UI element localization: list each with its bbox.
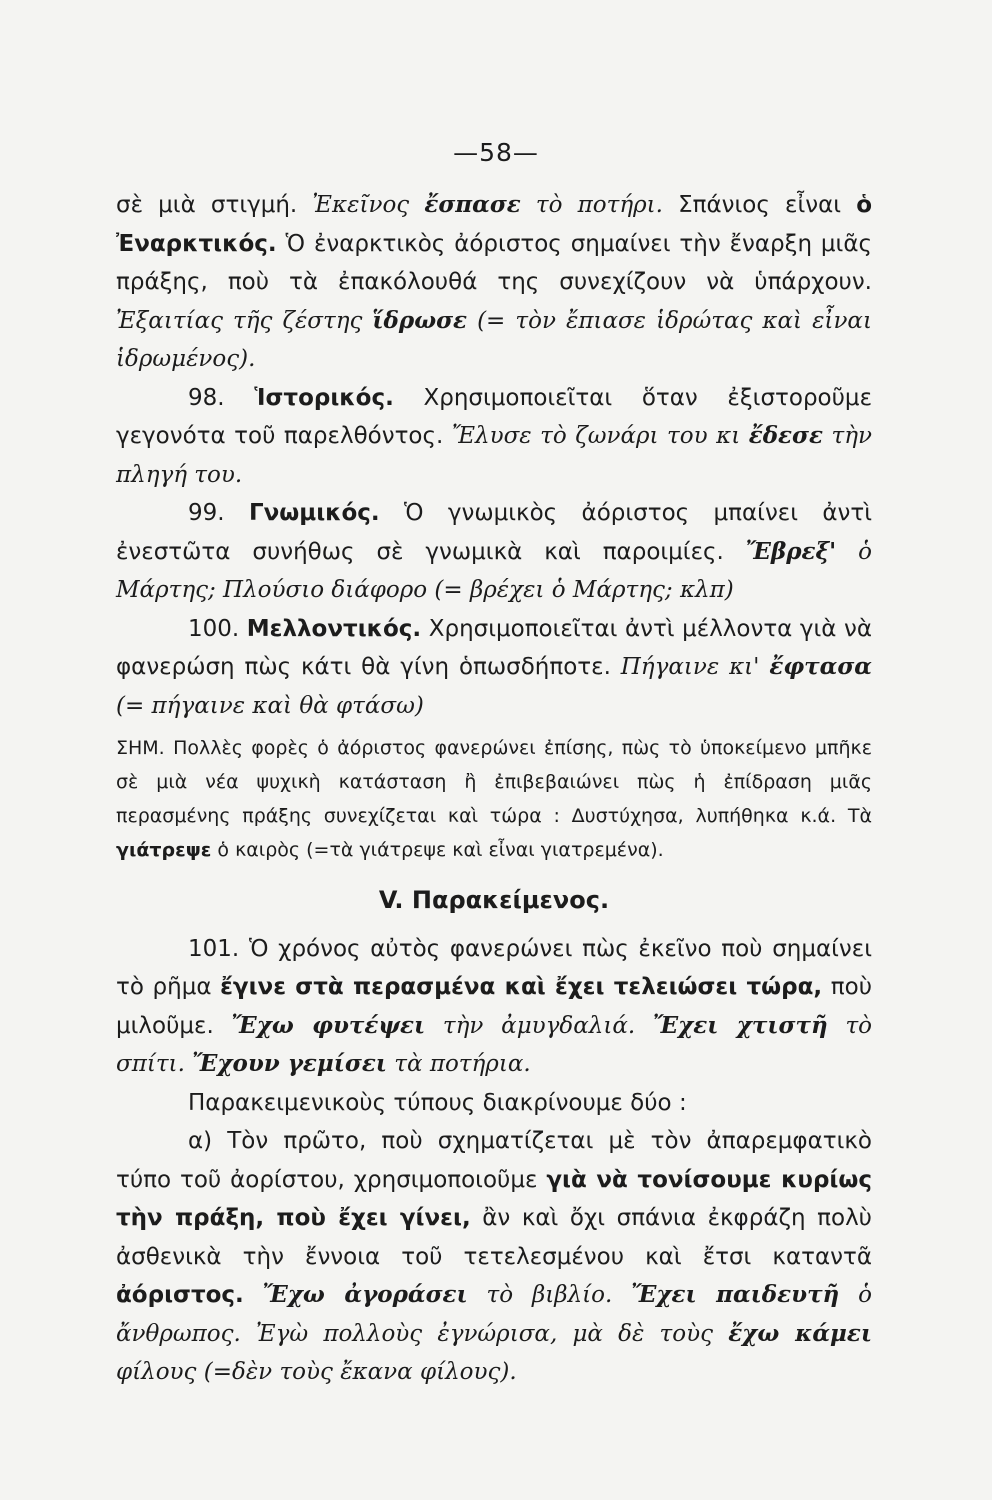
text-run [244, 1282, 263, 1308]
example-text: Ἐξαιτίας τῆς ζέστης [116, 307, 373, 334]
text-run: σὲ μιὰ στιγμή. [116, 192, 313, 218]
example-verb: ἔφτασα [769, 653, 872, 680]
paragraph-98 [116, 379, 872, 495]
term-bold: ὁ Ἐναρκτικός. [116, 192, 872, 257]
paragraph-two-types: Παρακειμενικοὺς τύπους διακρίνουμε δύο : [188, 1089, 687, 1116]
paragraph-number: 101. [188, 935, 249, 962]
example-text: Ἐκεῖνος [312, 192, 425, 218]
page-number: —58— [453, 138, 539, 167]
term-bold: γιὰ νὰ τονίσουμε κυρίως τὴν πράξη, ποὺ ἔχει γίνει, [116, 1166, 873, 1231]
text-run: ποὺ μιλοῦμε. [116, 974, 872, 1039]
text-run: Ὁ γνωμικὸς ἀόριστος μπαίνει ἀντὶ ἐνεστῶτα συνήθως σὲ γνωμικὰ καὶ παροιμίες. [116, 500, 873, 565]
paragraph-number: 98. [188, 384, 255, 411]
example-text: τὰ ποτήρια. [386, 1051, 531, 1077]
example-verb: ἔδεσε [748, 422, 823, 449]
example-text: (= πήγαινε καὶ θὰ φτάσω) [116, 692, 424, 719]
example-text: τὸ βιβλίο. [467, 1282, 632, 1308]
section-heading: V. Παρακείμενος. [378, 886, 610, 914]
note-paragraph [116, 731, 872, 867]
example-verb: ἔσπασε [424, 191, 521, 218]
paragraph-100 [116, 610, 872, 726]
term-bold: ἔγινε στὰ περασμένα καὶ ἔχει τελειώσει τώρα, [220, 974, 823, 1000]
example-text: (= τὸν ἔπιασε ἱδρώτας καὶ εἶναι ἱδρωμένος). [116, 307, 872, 372]
term-bold: γιάτρεψε [116, 839, 212, 861]
term-bold: Γνωμικός. [248, 500, 380, 526]
example-text: Ἔλυσε τὸ ζωνάρι του κι [451, 423, 749, 449]
term-bold: Ἱστορικός. [254, 384, 394, 411]
example-verb: Ἔχει παιδευτῆ [631, 1281, 840, 1308]
paragraph-97-continued [116, 186, 872, 379]
example-text: τὸ σπίτι. [116, 1012, 873, 1077]
example-text: φίλους (=δὲν τοὺς ἔκανα φίλους). [116, 1359, 517, 1385]
text-run: α) Τὸν πρῶτο, ποὺ σχηματίζεται μὲ τὸν ἀπαρεμφατικὸ τύπο τοῦ ἀορίστου, χρησιμοποιοῦμε [116, 1128, 872, 1193]
term-bold: Μελλοντικός. [246, 615, 422, 642]
text-run: Χρησιμοποιεῖται ὅταν ἐξιστοροῦμε γεγονότα τοῦ παρελθόντος. [116, 384, 872, 449]
text-run: Σπάνιος εἶναι [662, 192, 857, 218]
example-text: τὸ ποτήρι. [520, 192, 663, 218]
paragraph-99 [116, 494, 872, 610]
example-text: τὴν πληγή του. [116, 423, 872, 488]
example-verb: Ἔβρεξ' [745, 537, 837, 565]
paragraph-number: 100. [188, 615, 247, 642]
example-verb: Ἔχω ἀγοράσει [262, 1281, 468, 1308]
text-run: Χρησιμοποιεῖται ἀντὶ μέλλοντα γιὰ νὰ φανερώση πὼς κάτι θὰ γίνη ὁπωσδήποτε. [116, 615, 872, 680]
text-run: Ὁ χρόνος αὐτὸς φανερώνει πὼς ἐκεῖνο ποὺ σημαίνει τὸ ρῆμα [116, 935, 872, 1000]
paragraph-number: 99. [188, 500, 249, 526]
example-verb: ἔχω κάμει [728, 1319, 872, 1347]
paragraph-101 [116, 930, 872, 1084]
example-verb: Ἔχω φυτέψει [231, 1011, 426, 1039]
text-run: Ὁ ἐναρκτικὸς ἀόριστος σημαίνει τὴν ἔναρξη μιᾶς πράξης, ποὺ τὰ ἐπακόλουθά της συνεχίζουν νὰ ὑπάρχουν. [116, 230, 872, 295]
example-verb: ἵδρωσε [372, 306, 468, 334]
example-text: ὁ Μάρτης; Πλούσιο διάφορο (= βρέχει ὁ Μάρτης; κλπ) [116, 538, 872, 603]
body-text [116, 186, 872, 1392]
paragraph-a [116, 1122, 872, 1392]
example-verb: Ἔχουν γεμίσει [192, 1050, 387, 1077]
example-verb: Ἔχει χτιστῆ [652, 1011, 828, 1039]
example-text: ὁ ἄνθρωπος. Ἐγὼ πολλοὺς ἐγνώρισα, μὰ δὲ τοὺς [116, 1282, 872, 1347]
text-run: ΣΗΜ. Πολλὲς φορὲς ὁ ἀόριστος φανερώνει ἐπίσης, πὼς τὸ ὑποκείμενο μπῆκε σὲ μιὰ νέα ψυχικὴ κατάσταση ἢ ἐπιβεβαιώνει πὼς ἡ ἐπίδραση μιᾶς περασμένης πράξης συνεχίζεται καὶ τώρα : Δυστύχησα, λυπήθηκα κ.ά. Τὰ [116, 737, 872, 827]
example-text: Πήγαινε κι' [620, 654, 770, 680]
example-text: τὴν ἀμυγδαλιά. [425, 1012, 653, 1039]
text-run: ὁ καιρὸς (=τὰ γιάτρεψε καὶ εἶναι γιατρεμένα). [211, 839, 664, 861]
text-run: ἂν καὶ ὄχι σπάνια ἐκφράζη πολὺ ἀσθενικὰ τὴν ἔννοια τοῦ τετελεσμένου καὶ ἔτσι καταντᾶ [116, 1205, 872, 1270]
term-bold: ἀόριστος. [116, 1282, 244, 1308]
